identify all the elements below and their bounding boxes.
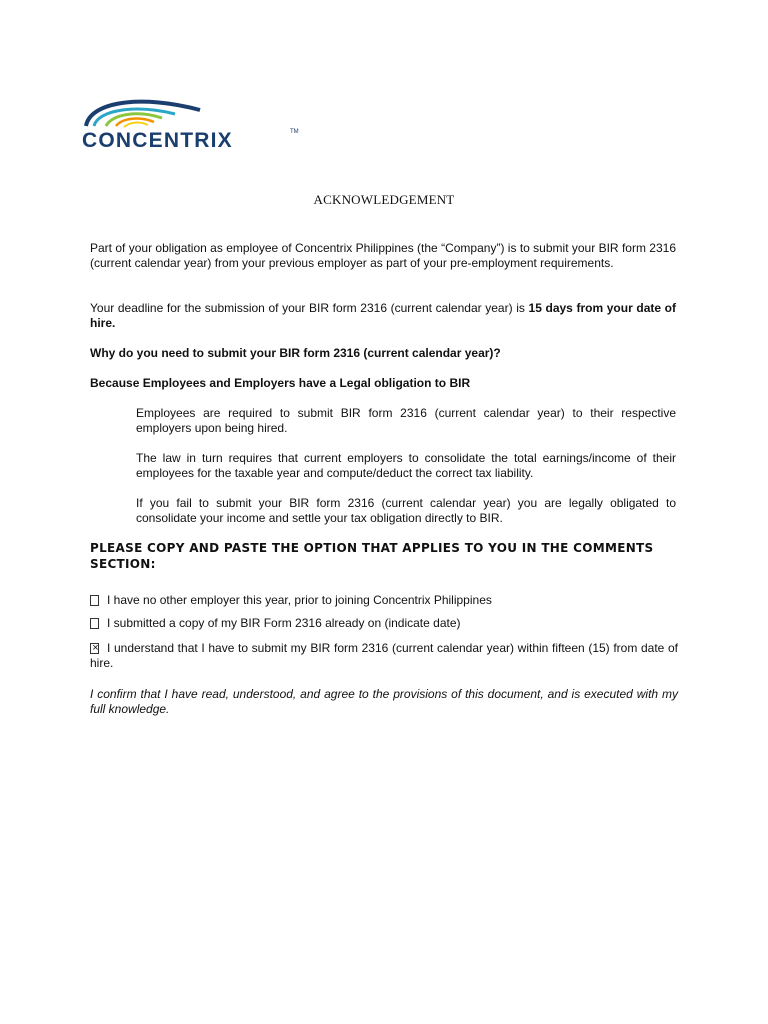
option-no-other-employer[interactable] <box>90 593 678 608</box>
law-paragraph: The law in turn requires that current employers to consolidate the total earnings/income of their employees for the taxable year and compute/deduct the correct tax liability. <box>136 451 676 480</box>
intro-paragraph: Part of your obligation as employee of Concentrix Philippines (the “Company”) is to submit your BIR form 2316 (current calendar year) from your previous employer as part of your pre-employment requirements. <box>90 241 676 270</box>
logo-wordmark: CONCENTRIX <box>82 129 233 152</box>
deadline-bold: 15 days from your date of hire. <box>90 301 677 330</box>
confirmation-statement: I confirm that I have read, understood, and agree to the provisions of this document, and is executed with my full knowledge. <box>90 687 678 716</box>
checkbox-empty-icon[interactable] <box>90 618 99 629</box>
employee-requirement-paragraph: Employees are required to submit BIR form 2316 (current calendar year) to their respective employers upon being hired. <box>136 406 676 435</box>
instruction-heading: PLEASE COPY AND PASTE THE OPTION THAT APPLIES TO YOU IN THE COMMENTS SECTION: <box>90 541 654 571</box>
option-label: I submitted a copy of my BIR Form 2316 already on (indicate date) <box>107 616 461 630</box>
option-will-submit[interactable] <box>90 641 678 671</box>
reason-heading: Because Employees and Employers have a Legal obligation to BIR <box>90 376 471 390</box>
checkbox-checked-icon[interactable] <box>90 643 99 654</box>
failure-paragraph: If you fail to submit your BIR form 2316 (current calendar year) you are legally obligated to consolidate your income and settle your tax obligation directly to BIR. <box>136 496 676 525</box>
document-title: ACKNOWLEDGEMENT <box>313 192 455 207</box>
option-submitted-already[interactable] <box>90 616 678 631</box>
deadline-text: Your deadline for the submission of your BIR form 2316 (current calendar year) is <box>90 301 529 315</box>
option-label: I understand that I have to submit my BIR form 2316 (current calendar year) within fifteen (15) from date of hire. <box>90 641 678 670</box>
deadline-paragraph <box>90 301 676 331</box>
concentrix-logo <box>80 96 305 156</box>
checkmark-x-icon: × <box>92 642 99 654</box>
question-heading: Why do you need to submit your BIR form 2316 (current calendar year)? <box>90 346 501 360</box>
logo-trademark: TM <box>290 129 299 135</box>
option-label: I have no other employer this year, prior to joining Concentrix Philippines <box>107 593 492 607</box>
checkbox-empty-icon[interactable] <box>90 595 99 606</box>
